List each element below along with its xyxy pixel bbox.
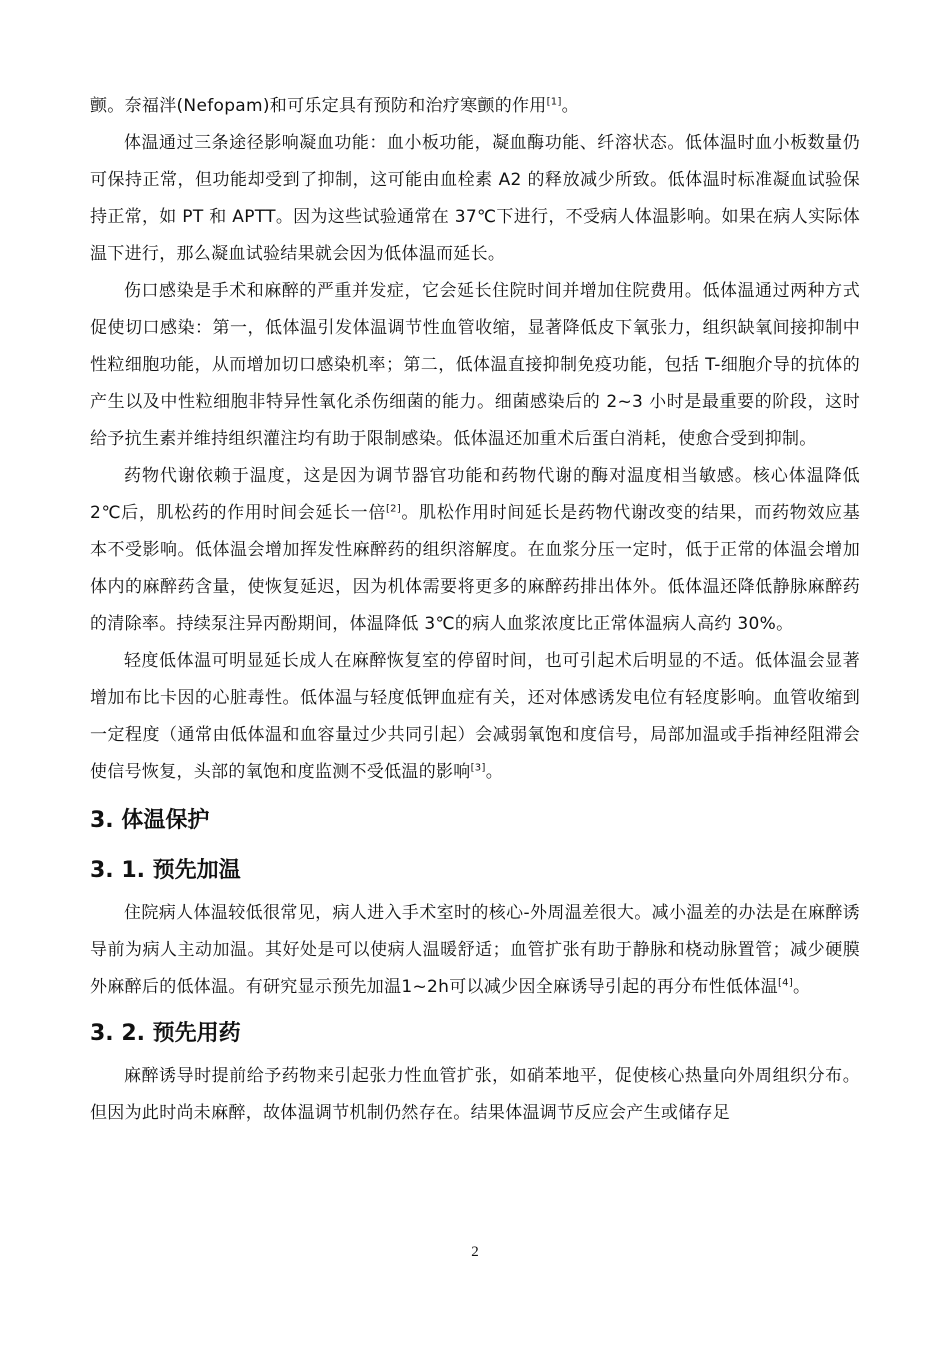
paragraph-premedication	[90, 1058, 860, 1132]
paragraph-3	[90, 273, 860, 458]
paragraph-tail: 。	[561, 96, 579, 116]
paragraph-5	[90, 643, 860, 791]
paragraph-2	[90, 125, 860, 273]
page-number: 2	[471, 1244, 479, 1260]
section-heading: 3. 体温保护	[90, 808, 210, 833]
citation-ref: [3]	[470, 762, 486, 774]
paragraph-tail: 。	[793, 977, 811, 997]
subsection-heading-preheating: 3. 1. 预先加温	[90, 858, 241, 883]
paragraph-tail: 。肌松作用时间延长是药物代谢改变的结果，而药物效应基本不受影响。低体温会增加挥发性麻醉药的组织溶解度。在血浆分压一定时，低于正常的体温会增加体内的麻醉药含量，使恢复延迟，因为机体需要将更多的麻醉药排出体外。低体温还降低静脉麻醉药的清除率。持续泵注异丙酚期间，体温降低 3℃的病人血浆浓度比正常体温病人高约 30%。	[90, 503, 860, 634]
paragraph-text: 轻度低体温可明显延长成人在麻醉恢复室的停留时间，也可引起术后明显的不适。低体温会显著增加布比卡因的心脏毒性。低体温与轻度低钾血症有关，还对体感诱发电位有轻度影响。血管收缩到一定程度（通常由低体温和血容量过少共同引起）会减弱氧饱和度信号，局部加温或手指神经阻滞会使信号恢复，头部的氧饱和度监测不受低温的影响	[90, 651, 860, 782]
paragraph-text: 住院病人体温较低很常见，病人进入手术室时的核心-外周温差很大。减小温差的办法是在麻醉诱导前为病人主动加温。其好处是可以使病人温暖舒适；血管扩张有助于静脉和桡动脉置管；减少硬膜外麻醉后的低体温。有研究显示预先加温1~2h可以减少因全麻诱导引起的再分布性低体温	[90, 903, 860, 997]
subsection-heading-premedication: 3. 2. 预先用药	[90, 1021, 241, 1046]
paragraph-preheating	[90, 895, 860, 1006]
paragraph-text: 麻醉诱导时提前给予药物来引起张力性血管扩张，如硝苯地平，促使核心热量向外周组织分布。但因为此时尚未麻醉，故体温调节机制仍然存在。结果体温调节反应会产生或储存足	[90, 1066, 860, 1123]
citation-ref: [1]	[546, 96, 562, 108]
paragraph-text: 药物代谢依赖于温度，这是因为调节器官功能和药物代谢的酶对温度相当敏感。核心体温降低 2℃后，肌松药的作用时间会延长一倍	[90, 466, 860, 523]
paragraph-4	[90, 458, 860, 643]
paragraph-text: 伤口感染是手术和麻醉的严重并发症，它会延长住院时间并增加住院费用。低体温通过两种方式促使切口感染：第一，低体温引发体温调节性血管收缩，显著降低皮下氧张力，组织缺氧间接抑制中性粒细胞功能，从而增加切口感染机率；第二，低体温直接抑制免疫功能，包括 T-细胞介导的抗体的产生以及中性粒细胞非特异性氧化杀伤细菌的能力。细菌感染后的 2~3 小时是最重要的阶段，这时给予抗生素并维持组织灌注均有助于限制感染。低体温还加重术后蛋白消耗，使愈合受到抑制。	[90, 281, 860, 449]
citation-ref: [2]	[385, 503, 402, 515]
page-body	[90, 88, 860, 1132]
paragraph-text: 颤。奈福泮(Nefopam)和可乐定具有预防和治疗寒颤的作用	[90, 96, 547, 116]
paragraph-1	[90, 88, 860, 125]
paragraph-tail: 。	[485, 762, 503, 782]
citation-ref: [4]	[777, 977, 794, 989]
paragraph-text: 体温通过三条途径影响凝血功能：血小板功能，凝血酶功能、纤溶状态。低体温时血小板数量仍可保持正常，但功能却受到了抑制，这可能由血栓素 A2 的释放减少所致。低体温时标准凝血试验保持正常，如 PT 和 APTT。因为这些试验通常在 37℃下进行，不受病人体温影响。如果在病人实际体温下进行，那么凝血试验结果就会因为低体温而延长。	[90, 133, 860, 264]
